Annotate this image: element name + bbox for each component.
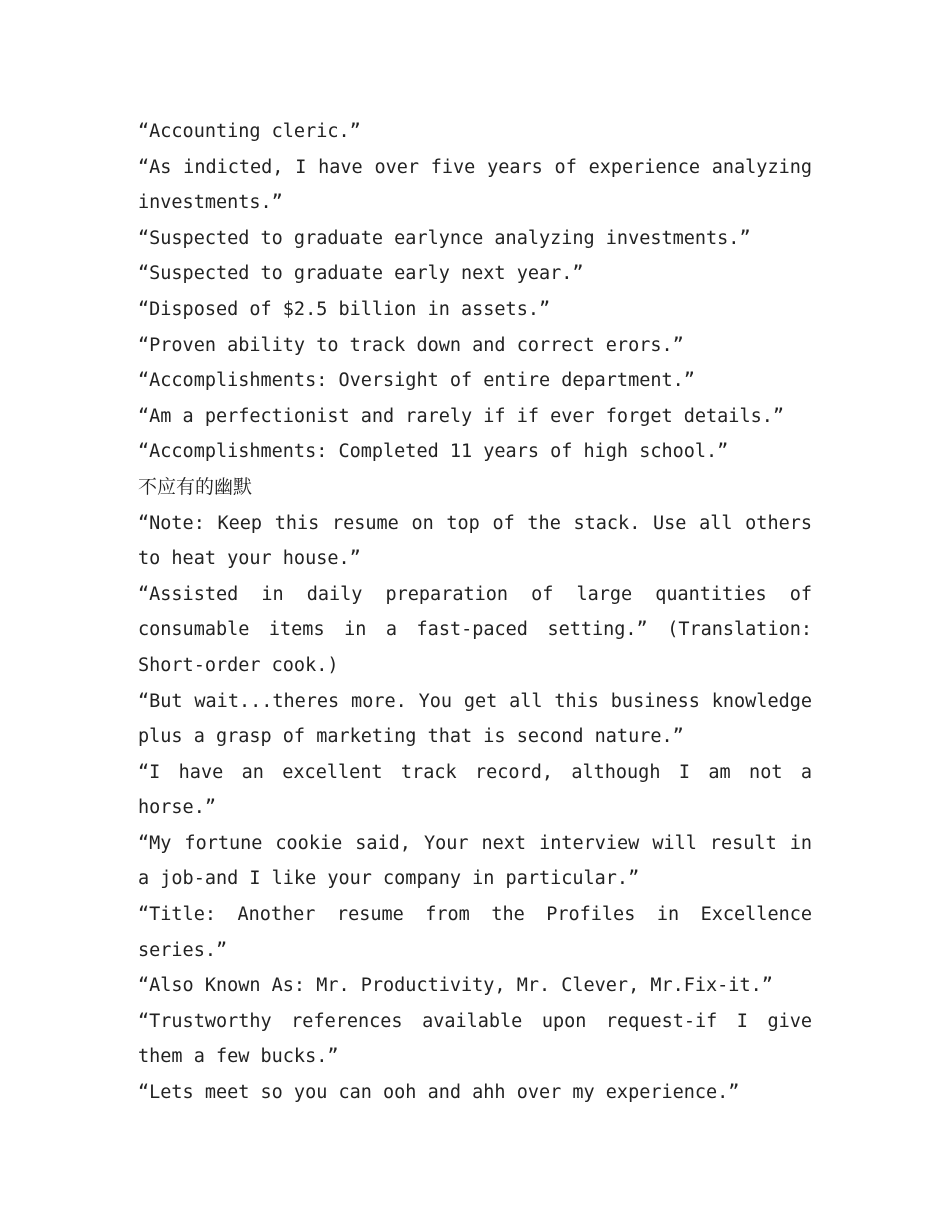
paragraph: “Accounting cleric.”	[138, 121, 361, 142]
paragraph: “Lets meet so you can ooh and ahh over my experience.”	[138, 1082, 740, 1104]
paragraph: “Title: Another resume from the Profiles in Excellence series.”	[138, 904, 812, 961]
document-body	[138, 114, 812, 1111]
paragraph: “As indicted, I have over five years of experience analyzing investments.”	[138, 156, 812, 214]
paragraph: “Proven ability to track down and correct erors.”	[138, 334, 684, 356]
section-heading: 不应有的幽默	[138, 475, 253, 498]
paragraph: “Suspected to graduate early next year.”	[138, 263, 584, 285]
paragraph: “Disposed of $2.5 billion in assets.”	[138, 298, 551, 320]
paragraph: “Note: Keep this resume on top of the stack. Use all others to heat your house.”	[138, 512, 812, 570]
paragraph: “I have an excellent track record, although I am not a horse.”	[138, 761, 812, 819]
paragraph: “Suspected to graduate earlynce analyzing investments.”	[138, 227, 751, 249]
paragraph: “Accomplishments: Completed 11 years of high school.”	[138, 441, 729, 463]
paragraph: “Assisted in daily preparation of large quantities of consumable items in a fast-paced setting.” (Translation: Short-order cook.)	[138, 583, 812, 676]
paragraph: “Accomplishments: Oversight of entire department.”	[138, 370, 695, 392]
paragraph: “Trustworthy references available upon request-if I give them a few bucks.”	[138, 1010, 812, 1068]
paragraph: “My fortune cookie said, Your next interview will result in a job-and I like your company in particular.”	[138, 832, 812, 890]
paragraph: “Also Known As: Mr. Productivity, Mr. Clever, Mr.Fix-it.”	[138, 975, 773, 997]
paragraph: “Am a perfectionist and rarely if if ever forget details.”	[138, 405, 785, 427]
paragraph: “But wait...theres more. You get all this business knowledge plus a grasp of marketing that is second nature.”	[138, 690, 812, 748]
